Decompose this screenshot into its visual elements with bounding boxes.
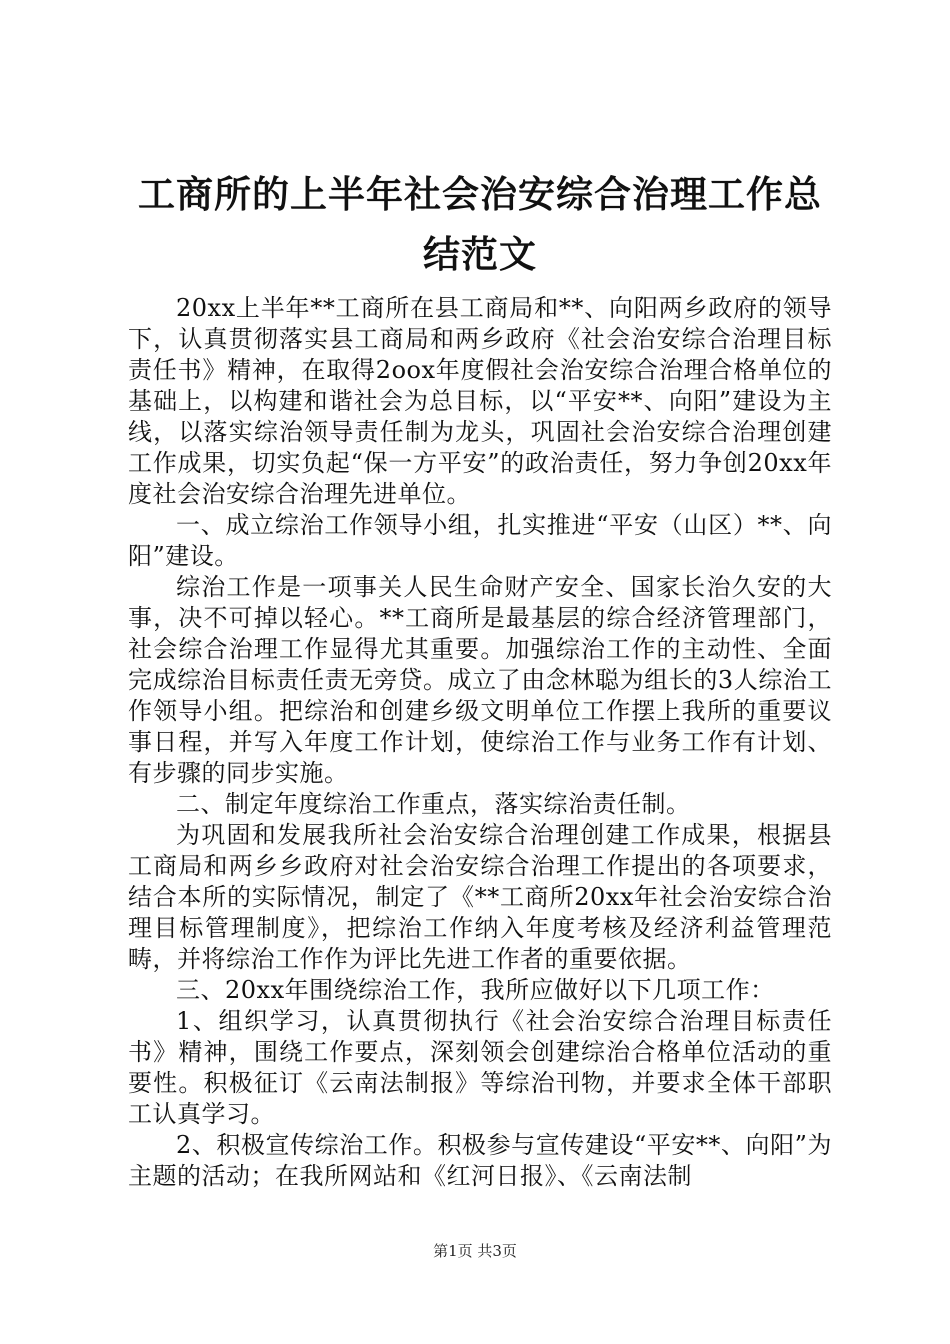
paragraph-section-2-body: 为巩固和发展我所社会治安综合治理创建工作成果，根据县工商局和两乡乡政府对社会治安综合治理工作提出的各项要求，结合本所的实际情况，制定了《**工商所20xx年社会治安综合治理目标管理制度》，把综治工作纳入年度考核及经济利益管理范畴，并将综治工作作为评比先进工作者的重要依据。 xyxy=(128,821,832,973)
paragraph-section-1-heading: 一、成立综治工作领导小组，扎实推进“平安（山区）**、向阳”建设。 xyxy=(128,511,832,570)
paragraph-section-3-heading: 三、20xx年围绕综治工作，我所应做好以下几项工作： xyxy=(176,976,775,1004)
paragraph-item-1: 1、组织学习，认真贯彻执行《社会治安综合治理目标责任书》精神，围绕工作要点，深刻领会创建综治合格单位活动的重要性。积极征订《云南法制报》等综治刊物，并要求全体干部职工认真学习。 xyxy=(128,1007,832,1128)
paragraph-section-2-heading: 二、制定年度综治工作重点，落实综治责任制。 xyxy=(176,790,691,818)
paragraph-intro: 20xx上半年**工商所在县工商局和**、向阳两乡政府的领导下，认真贯彻落实县工商局和两乡政府《社会治安综合治理目标责任书》精神，在取得2oox年度假社会治安综合治理合格单位的基础上，以构建和谐社会为总目标，以“平安**、向阳”建设为主线，以落实综治领导责任制为龙头，巩固社会治安综合治理创建工作成果，切实负起“保一方平安”的政治责任，努力争创20xx年度社会治安综合治理先进单位。 xyxy=(128,294,832,508)
paragraph-section-1-body: 综治工作是一项事关人民生命财产安全、国家长治久安的大事，决不可掉以轻心。**工商所是最基层的综合经济管理部门，社会综合治理工作显得尤其重要。加强综治工作的主动性、全面完成综治目标责任责无旁贷。成立了由念林聪为组长的3人综治工作领导小组。把综治和创建乡级文明单位工作摆上我所的重要议事日程，并写入年度工作计划，使综治工作与业务工作有计划、有步骤的同步实施。 xyxy=(128,573,832,787)
page-footer: 第1页 共3页 xyxy=(433,1242,517,1260)
document-body xyxy=(128,293,832,1192)
document-title: 工商所的上半年社会治安综合治理工作总结范文 xyxy=(138,172,822,276)
paragraph-item-2: 2、积极宣传综治工作。积极参与宣传建设“平安**、向阳”为主题的活动；在我所网站和《红河日报》、《云南法制 xyxy=(128,1131,832,1190)
